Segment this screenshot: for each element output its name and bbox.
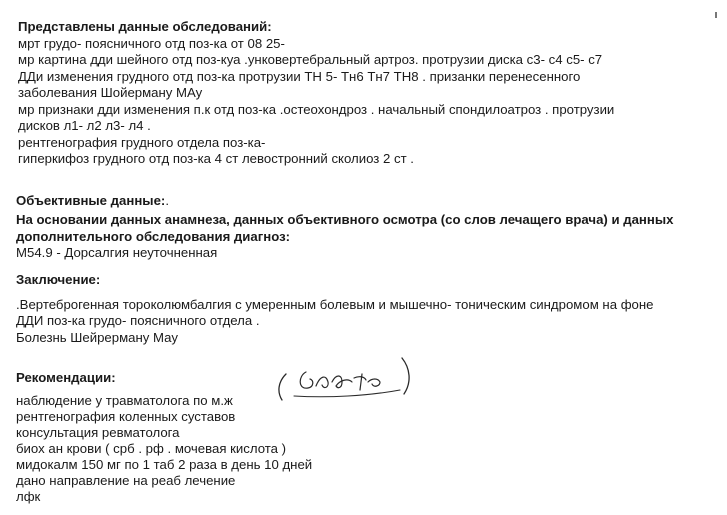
diagnosis-heading-line2: дополнительного обследования диагноз: [16, 228, 291, 244]
conclusion-section [16, 272, 716, 346]
exam-line: дисков л1- л2 л3- л4 . [18, 118, 151, 133]
objective-section [16, 193, 716, 210]
scan-mark [715, 12, 717, 18]
conclusion-heading: Заключение: [16, 272, 101, 287]
exam-line: рентгенография грудного отдела поз-ка- [18, 134, 266, 150]
recommendations-heading: Рекомендации: [16, 370, 116, 385]
objective-heading [16, 193, 716, 210]
exam-line: мр картина дди шейного отд поз-куа .унковертебральный артроз. протрузии диска с3- с4 с5- с7 [18, 52, 603, 67]
conclusion-line: ДДИ поз-ка грудо- поясничного отдела . [16, 313, 260, 328]
recommendation-item: мидокалм 150 мг по 1 таб 2 раза в день 10 дней [16, 456, 313, 472]
exam-line: ДДи изменения грудного отд поз-ка протрузии ТН 5- Тн6 Тн7 ТН8 . призанки перенесенного [18, 68, 581, 84]
conclusion-line: Болезнь Шейрерману Мау [16, 329, 178, 345]
exams-section [18, 19, 718, 168]
exam-line: гиперкифоз грудного отд поз-ка 4 ст левостронний сколиоз 2 ст . [18, 151, 414, 166]
recommendation-item: биох ан крови ( срб . рф . мочевая кислота ) [16, 440, 287, 456]
recommendation-item: рентгенография коленных суставов [16, 408, 236, 424]
conclusion-line: .Вертеброгенная тороколюмбалгия с умеренным болевым и мышечно- тоническим синдромом на фоне [16, 296, 654, 312]
recommendation-item: дано направление на реаб лечение [16, 472, 236, 488]
objective-trailing: . [165, 193, 169, 208]
exam-line: заболевания Шойерману МАу [18, 85, 203, 100]
exams-heading: Представлены данные обследований: [18, 19, 272, 34]
recommendation-item: консультация ревматолога [16, 424, 180, 440]
diagnosis-value: М54.9 - Дорсалгия неуточненная [16, 245, 218, 260]
diagnosis-section [16, 212, 716, 262]
diagnosis-heading-line1: На основании данных анамнеза, данных объективного осмотра (со слов лечащего врача) и данных [16, 212, 674, 227]
recommendation-item: лфк [16, 488, 41, 504]
objective-heading-text: Объективные данные: [16, 193, 166, 208]
recommendation-item: наблюдение у травматолога по м.ж [16, 392, 233, 408]
exam-line: мр признаки дди изменения п.к отд поз-ка .остеохондроз . начальный спондилоатроз . протрузии [18, 101, 615, 117]
exam-line: мрт грудо- поясничного отд поз-ка от 08 25- [18, 35, 285, 51]
handwritten-signature [268, 352, 418, 408]
